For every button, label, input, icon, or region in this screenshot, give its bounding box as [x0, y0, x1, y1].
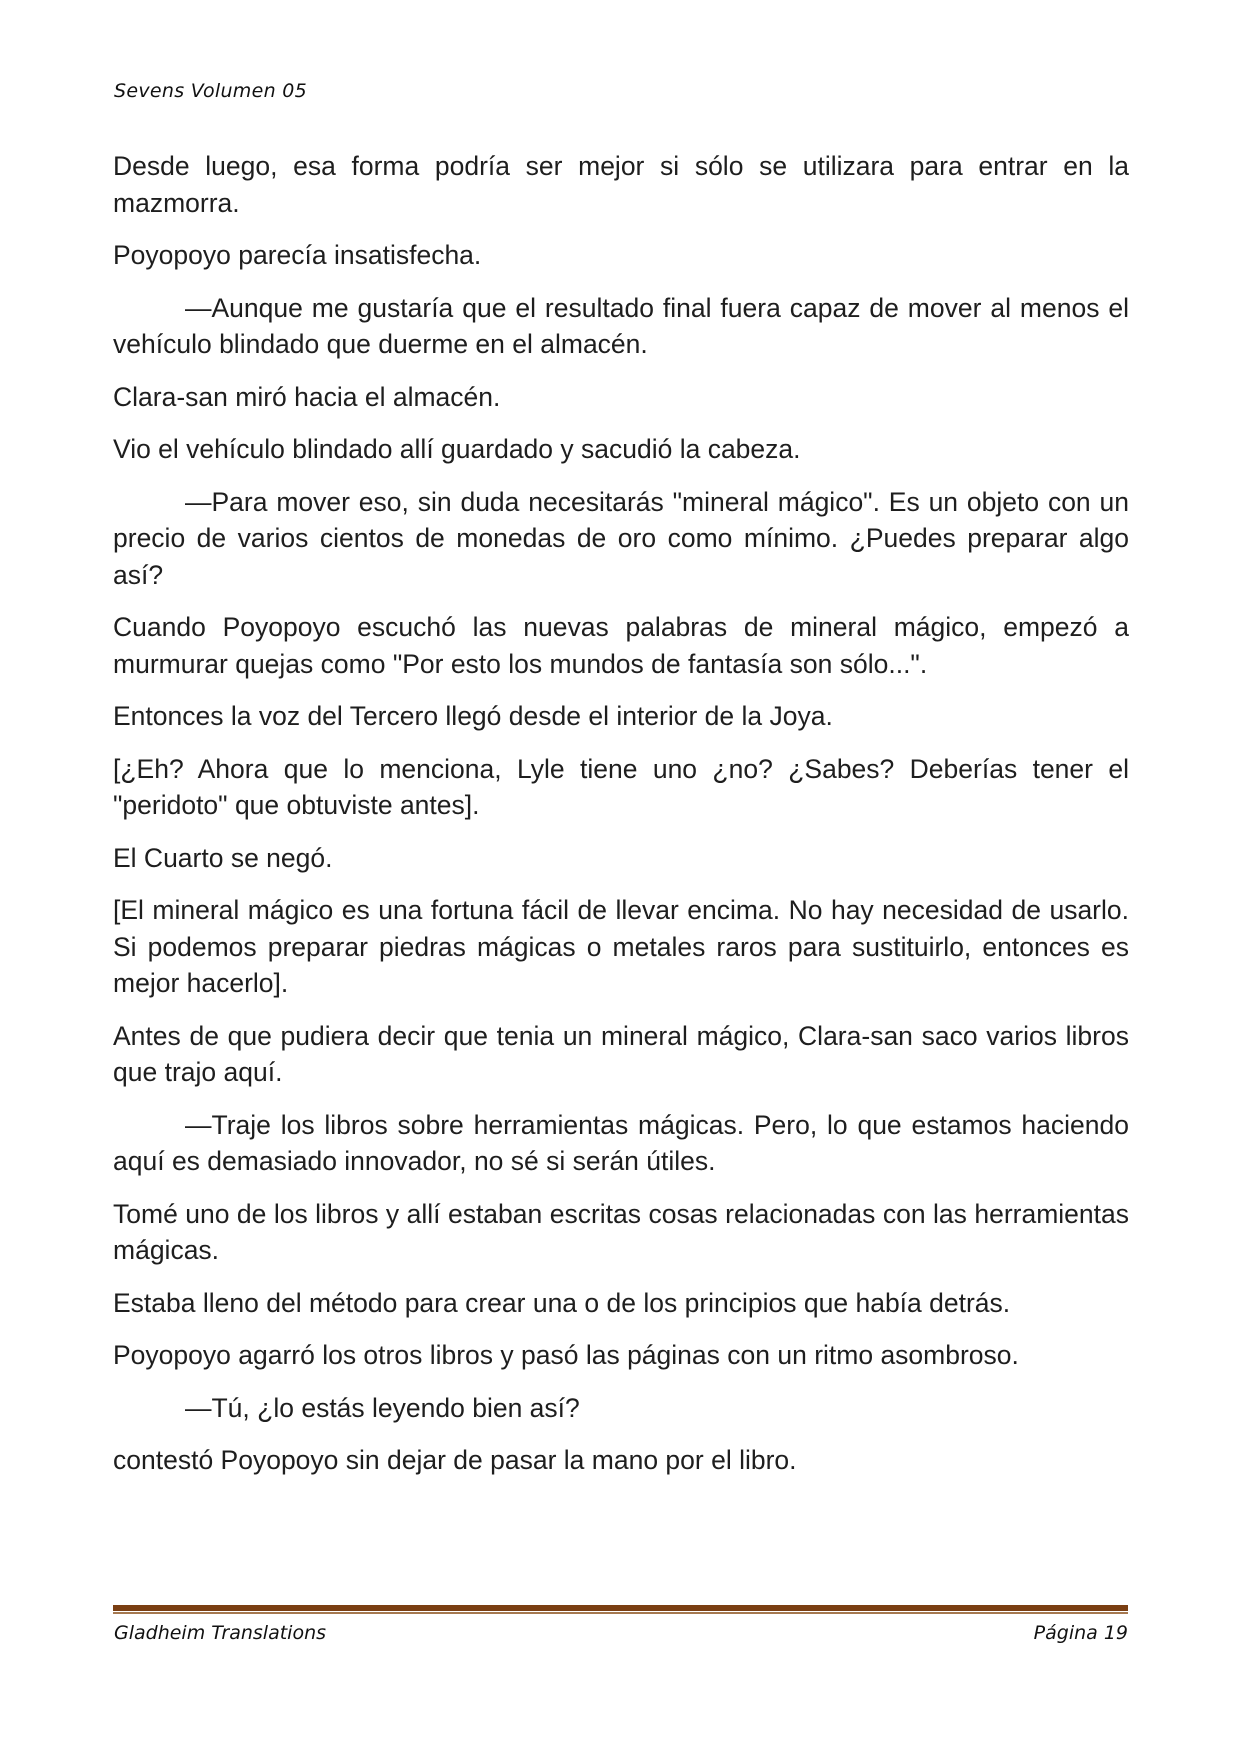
paragraph: Antes de que pudiera decir que tenia un mineral mágico, Clara-san saco varios libros que trajo aquí. — [113, 1020, 1129, 1087]
paragraph: El Cuarto se negó. — [113, 842, 333, 873]
paragraph: Cuando Poyopoyo escuchó las nuevas palabras de mineral mágico, empezó a murmurar quejas como "Por esto los mundos de fantasía son sólo...". — [113, 612, 1129, 679]
page-body — [113, 148, 1129, 1495]
paragraph: Vio el vehículo blindado allí guardado y sacudió la cabeza. — [113, 434, 801, 464]
running-header: Sevens Volumen 05 — [114, 80, 308, 102]
paragraph: Poyopoyo agarró los otros libros y pasó las páginas con un ritmo asombroso. — [113, 1340, 1019, 1370]
paragraph: Tomé uno de los libros y allí estaban escritas cosas relacionadas con las herramientas mágicas. — [113, 1198, 1129, 1265]
dialog-paragraph: —Aunque me gustaría que el resultado final fuera capaz de mover al menos el vehículo blindado que duerme en el almacén. — [113, 292, 1129, 359]
paragraph: Desde luego, esa forma podría ser mejor si sólo se utilizara para entrar en la mazmorra. — [113, 151, 1129, 218]
dialog-paragraph: —Tú, ¿lo estás leyendo bien así? — [185, 1392, 580, 1423]
dialog-paragraph: —Traje los libros sobre herramientas mágicas. Pero, lo que estamos haciendo aquí es demasiado innovador, no sé si serán útiles. — [113, 1109, 1129, 1176]
footer-rule-thin — [113, 1612, 1128, 1614]
paragraph: contestó Poyopoyo sin dejar de pasar la mano por el libro. — [113, 1445, 797, 1475]
paragraph: [¿Eh? Ahora que lo menciona, Lyle tiene uno ¿no? ¿Sabes? Deberías tener el "peridoto" que obtuviste antes]. — [113, 753, 1129, 820]
dialog-paragraph: —Para mover eso, sin duda necesitarás "mineral mágico". Es un objeto con un precio de varios cientos de monedas de oro como mínimo. ¿Puedes preparar algo así? — [113, 486, 1129, 590]
paragraph: Entonces la voz del Tercero llegó desde el interior de la Joya. — [113, 701, 833, 731]
paragraph: Poyopoyo parecía insatisfecha. — [113, 240, 482, 270]
footer-rule-thick — [113, 1605, 1128, 1611]
page-number: Página 19 — [1033, 1622, 1128, 1644]
paragraph: Estaba lleno del método para crear una o de los principios que había detrás. — [113, 1287, 1011, 1318]
paragraph: [El mineral mágico es una fortuna fácil de llevar encima. No hay necesidad de usarlo. Si podemos preparar piedras mágicas o metales raros para sustituirlo, entonces es mejor hacerlo]. — [113, 895, 1129, 998]
paragraph: Clara-san miró hacia el almacén. — [113, 381, 501, 412]
footer-credit: Gladheim Translations — [114, 1622, 327, 1644]
